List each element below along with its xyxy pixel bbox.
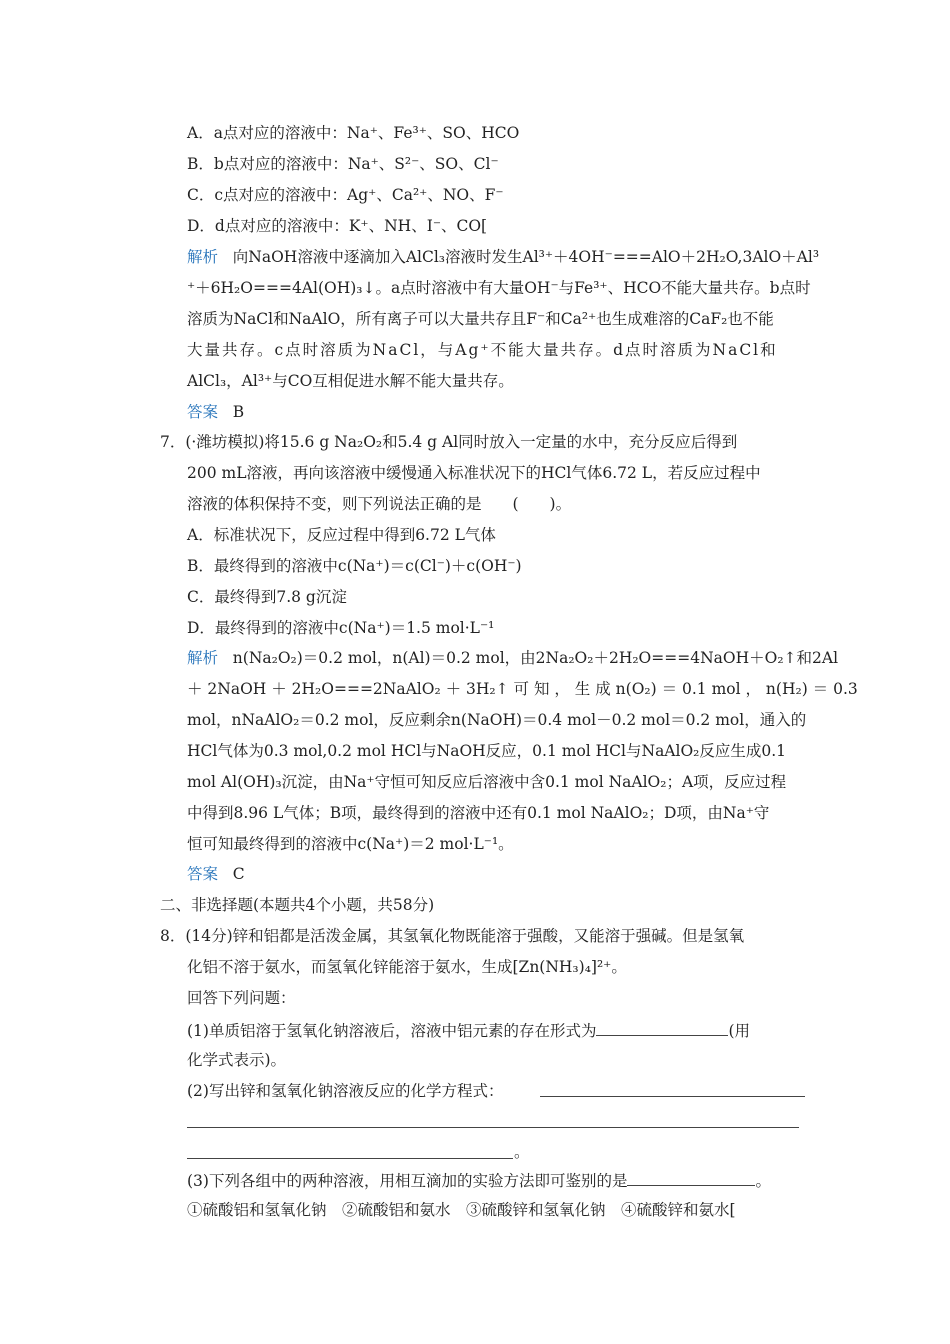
q8-sub3-text: (3)下列各组中的两种溶液，用相互滴加的实验方法即可鉴别的是 xyxy=(187,1172,628,1190)
q6-answer-label: 答案 xyxy=(187,403,219,421)
q7-option-b: B．最终得到的溶液中c(Na⁺)＝c(Cl⁻)＋c(OH⁻) xyxy=(187,557,522,575)
q8-sub3-text-end: 。 xyxy=(755,1172,771,1190)
q6-analysis-line: AlCl₃，Al³⁺与CO互相促进水解不能大量共存。 xyxy=(187,372,514,390)
q7-stem-line: 200 mL溶液，再向该溶液中缓慢通入标准状况下的HCl气体6.72 L，若反应过程中 xyxy=(187,464,761,482)
q8-sub2-answer-line[interactable] xyxy=(187,1158,513,1159)
q7-analysis-line: HCl气体为0.3 mol,0.2 mol HCl与NaOH反应，0.1 mol HCl与NaAlO₂反应生成0.1 xyxy=(187,742,787,760)
q8-sub1-continuation: 化学式表示)。 xyxy=(187,1051,287,1069)
q7-answer-line xyxy=(187,864,245,884)
q8-prompt: 回答下列问题： xyxy=(187,989,296,1007)
q8-stem-line: 化铝不溶于氨水，而氢氧化锌能溶于氨水，生成[Zn(NH₃)₄]²⁺。 xyxy=(187,958,627,976)
q6-option-d: D．d点对应的溶液中：K⁺、NH、I⁻、CO[ xyxy=(187,217,488,235)
q6-answer-line xyxy=(187,402,244,422)
q8-sub2-answer-line[interactable] xyxy=(187,1127,799,1128)
q6-analysis-label: 解析 xyxy=(187,248,219,266)
q7-analysis-line: mol，nNaAlO₂＝0.2 mol，反应剩余n(NaOH)＝0.4 mol－0.2 mol＝0.2 mol，通入的 xyxy=(187,711,807,729)
q8-sub2-line xyxy=(187,1081,503,1101)
section-heading: 二、非选择题(本题共4个小题，共58分) xyxy=(160,896,435,914)
q7-analysis-line: mol Al(OH)₃沉淀，由Na⁺守恒可知反应后溶液中含0.1 mol NaAlO₂；A项，反应过程 xyxy=(187,773,787,791)
q7-analysis-text: n(Na₂O₂)＝0.2 mol，n(Al)＝0.2 mol，由2Na₂O₂＋2H₂O===4NaOH＋O₂↑和2Al xyxy=(232,649,839,667)
q7-analysis-line xyxy=(187,648,838,668)
q7-analysis-line: ＋ 2NaOH ＋ 2H₂O===2NaAlO₂ ＋ 3H₂↑ 可 知 ， 生 成 n(O₂) ＝ 0.1 mol ， n(H₂) ＝ 0.3 xyxy=(187,680,858,698)
q7-analysis-line: 中得到8.96 L气体；B项，最终得到的溶液中还有0.1 mol NaAlO₂；D项，由Na⁺守 xyxy=(187,804,770,822)
q8-sub2-text: (2)写出锌和氢氧化钠溶液反应的化学方程式： xyxy=(187,1082,504,1100)
q8-sub3-answer-blank[interactable] xyxy=(627,1169,755,1186)
q7-analysis-line: 恒可知最终得到的溶液中c(Na⁺)＝2 mol·L⁻¹。 xyxy=(187,835,514,853)
q7-analysis-label: 解析 xyxy=(187,649,219,667)
q7-option-c: C．最终得到7.8 g沉淀 xyxy=(187,588,347,606)
q6-analysis-line: ⁺＋6H₂O===4Al(OH)₃↓。a点时溶液中有大量OH⁻与Fe³⁺、HCO不能大量共存。b点时 xyxy=(187,279,811,297)
q8-sub2-end: 。 xyxy=(514,1143,530,1161)
q6-analysis-line: 溶质为NaCl和NaAlO，所有离子可以大量共存且F⁻和Ca²⁺也生成难溶的CaF₂也不能 xyxy=(187,310,774,328)
q8-sub3-options: ①硫酸铝和氢氧化钠 ②硫酸铝和氨水 ③硫酸锌和氢氧化钠 ④硫酸锌和氨水[ xyxy=(187,1201,736,1219)
q6-analysis-line xyxy=(187,247,819,267)
q7-answer-value: C xyxy=(232,865,245,883)
q7-stem-line: 溶液的体积保持不变，则下列说法正确的是 ( )。 xyxy=(187,495,572,513)
q7-option-a: A．标准状况下，反应过程中得到6.72 L气体 xyxy=(187,526,496,544)
q6-option-b: B．b点对应的溶液中：Na⁺、S²⁻、SO、Cl⁻ xyxy=(187,155,499,173)
q8-sub2-answer-line[interactable] xyxy=(540,1096,805,1097)
q8-sub1-text-end: (用 xyxy=(728,1022,751,1040)
q6-analysis-line: 大量共存。c点时溶质为NaCl，与Ag⁺不能大量共存。d点时溶质为NaCl和 xyxy=(187,341,778,359)
q8-stem-line: 8．(14分)锌和铝都是活泼金属，其氢氧化物既能溶于强酸，又能溶于强碱。但是氢氧 xyxy=(160,927,745,945)
q7-stem-line: 7．(·潍坊模拟)将15.6 g Na₂O₂和5.4 g Al同时放入一定量的水中，充分反应后得到 xyxy=(160,433,738,451)
q6-answer-value: B xyxy=(232,403,245,421)
q7-answer-label: 答案 xyxy=(187,865,219,883)
q8-sub1-text: (1)单质铝溶于氢氧化钠溶液后，溶液中铝元素的存在形式为 xyxy=(187,1022,597,1040)
q7-option-d: D．最终得到的溶液中c(Na⁺)＝1.5 mol·L⁻¹ xyxy=(187,619,495,637)
q6-option-a: A．a点对应的溶液中：Na⁺、Fe³⁺、SO、HCO xyxy=(187,124,520,142)
q6-option-c: C．c点对应的溶液中：Ag⁺、Ca²⁺、NO、F⁻ xyxy=(187,186,504,204)
q8-sub1-line xyxy=(187,1019,750,1041)
q8-sub3-line xyxy=(187,1169,771,1191)
q6-analysis-text: 向NaOH溶液中逐滴加入AlCl₃溶液时发生Al³⁺＋4OH⁻===AlO＋2H₂O,3AlO＋Al³ xyxy=(232,248,820,266)
q8-sub1-answer-blank[interactable] xyxy=(596,1019,728,1036)
